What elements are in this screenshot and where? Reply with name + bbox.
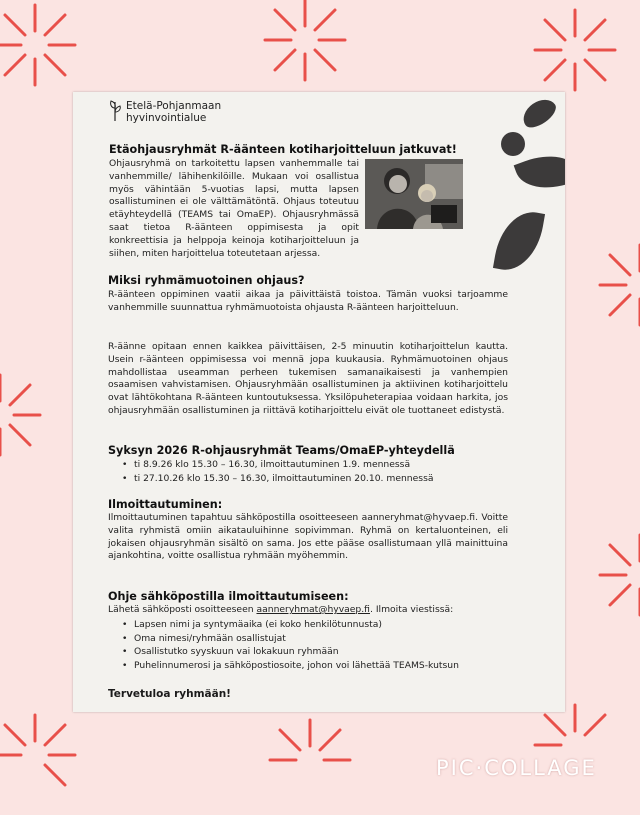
registration-heading: Ilmoittautuminen:	[108, 498, 223, 511]
email-link[interactable]: aanneryhmat@hyvaep.fi	[256, 604, 370, 615]
email-guide-lead-start: Lähetä sähköposti osoitteeseen	[108, 604, 257, 615]
email-guide-lead-end: . Ilmoita viestissä:	[369, 604, 454, 615]
burst-top-right	[520, 0, 630, 105]
leaf-logo-icon	[110, 100, 121, 122]
intro-text: Ohjausryhmä on tarkoitettu lapsen vanhemmalle tai vanhemmille/ lähihenkilöille. Mukaan voi osallistua myös vähintään 5-vuotias lapsi, mutta lapsen osallistuminen ei ole välttämätöntä. Ohjaus toteutuu etäyhteydellä (TEAMS tai OmaEP). Ohjausryhmässä saat tietoa R-äänteen oppimisesta ja opit konkreettisia ja helppoja keinoja kotiharjoitteluun ja siihen, miten harjoittelua toteutetaan arjessa.	[109, 158, 359, 259]
mother-child-photo	[365, 159, 463, 229]
email-guide-item: • Oma nimesi/ryhmään osallistujat	[118, 632, 459, 646]
why-paragraph-1: R-äänteen oppiminen vaatii aikaa ja päivittäistä toistoa. Tämän vuoksi tarjoamme vanhemmille suunnattua ryhmämuotoista ohjausta R-äänteen harjoitteluun.	[108, 289, 508, 313]
schedule-item: • ti 8.9.26 klo 15.30 – 16.30, ilmoittautuminen 1.9. mennessä	[118, 458, 433, 472]
leaf-decoration-2	[501, 132, 525, 156]
burst-left-middle	[0, 360, 55, 470]
flyer-paper	[73, 92, 565, 712]
schedule-item: • ti 27.10.26 klo 15.30 – 16.30, ilmoittautuminen 20.10. mennessä	[118, 472, 433, 486]
why-paragraph-2: R-äänne opitaan ennen kaikkea päivittäisen, 2-5 minuutin kotiharjoittelun kautta. Usein r-äänteen oppimisessa voi mennä jopa kuukausia. Ryhmämuotoinen ohjaus mahdollistaa useamman perheen tukemisen samanaikaisesti ja vanhempien osaamisen vahvistamisen. Ohjausryhmään osallistuminen ja aktiivinen kotiharjoittelu ovat lähtökohtana R-äänteen kuntoutuksessa. Yksilöpuheterapiaa voidaan harkita, jos ohjausryhmään osallistuminen ja riittävä kotiharjoittelu eivät ole tuottaneet edistystä.	[108, 341, 508, 416]
organization-logo	[110, 100, 221, 124]
registration-text: Ilmoittautuminen tapahtuu sähköpostilla osoitteeseen aanneryhmat@hyvaep.fi. Voitte valita ryhmistä omiin aikatauluihinne sopivimman. Ryhmä on kertaluonteinen, eli jokaisen ohjausryhmän sisältö on sama. Jos ette pääse osallistumaan yllä mainittuina ajankohtina, voitte osallistua ryhmään myöhemmin.	[108, 512, 508, 562]
pic-collage-watermark: PIC·COLLAGE	[436, 756, 597, 780]
burst-bottom-left	[0, 700, 90, 810]
schedule-heading: Syksyn 2026 R-ohjausryhmät Teams/OmaEP-yhteydellä	[108, 444, 455, 457]
leaf-decoration-3	[514, 145, 565, 199]
email-guide-heading: Ohje sähköpostilla ilmoittautumiseen:	[108, 590, 349, 603]
burst-top-left	[0, 0, 90, 100]
leaf-decoration-1	[518, 94, 560, 133]
leaf-decoration-4	[493, 207, 545, 275]
email-guide-list	[118, 618, 459, 672]
burst-bottom-center	[255, 705, 365, 815]
email-guide-item: • Lapsen nimi ja syntymäaika (ei koko henkilötunnusta)	[118, 618, 459, 632]
why-heading: Miksi ryhmämuotoinen ohjaus?	[108, 274, 305, 287]
email-guide-lead	[108, 604, 528, 617]
burst-top-center	[250, 0, 360, 95]
logo-line-2: hyvinvointialue	[126, 112, 207, 124]
schedule-list	[118, 458, 433, 485]
burst-right-lower	[585, 520, 640, 630]
logo-line-1: Etelä-Pohjanmaan	[126, 100, 222, 112]
email-guide-item: • Osallistutko syyskuun vai lokakuun ryhmään	[118, 645, 459, 659]
email-guide-item: • Puhelinnumerosi ja sähköpostiosoite, johon voi lähettää TEAMS-kutsun	[118, 659, 459, 673]
intro-heading: Etäohjausryhmät R-äänteen kotiharjoitteluun jatkuvat!	[109, 143, 457, 156]
burst-right-upper	[585, 230, 640, 340]
welcome-text: Tervetuloa ryhmään!	[108, 688, 231, 700]
